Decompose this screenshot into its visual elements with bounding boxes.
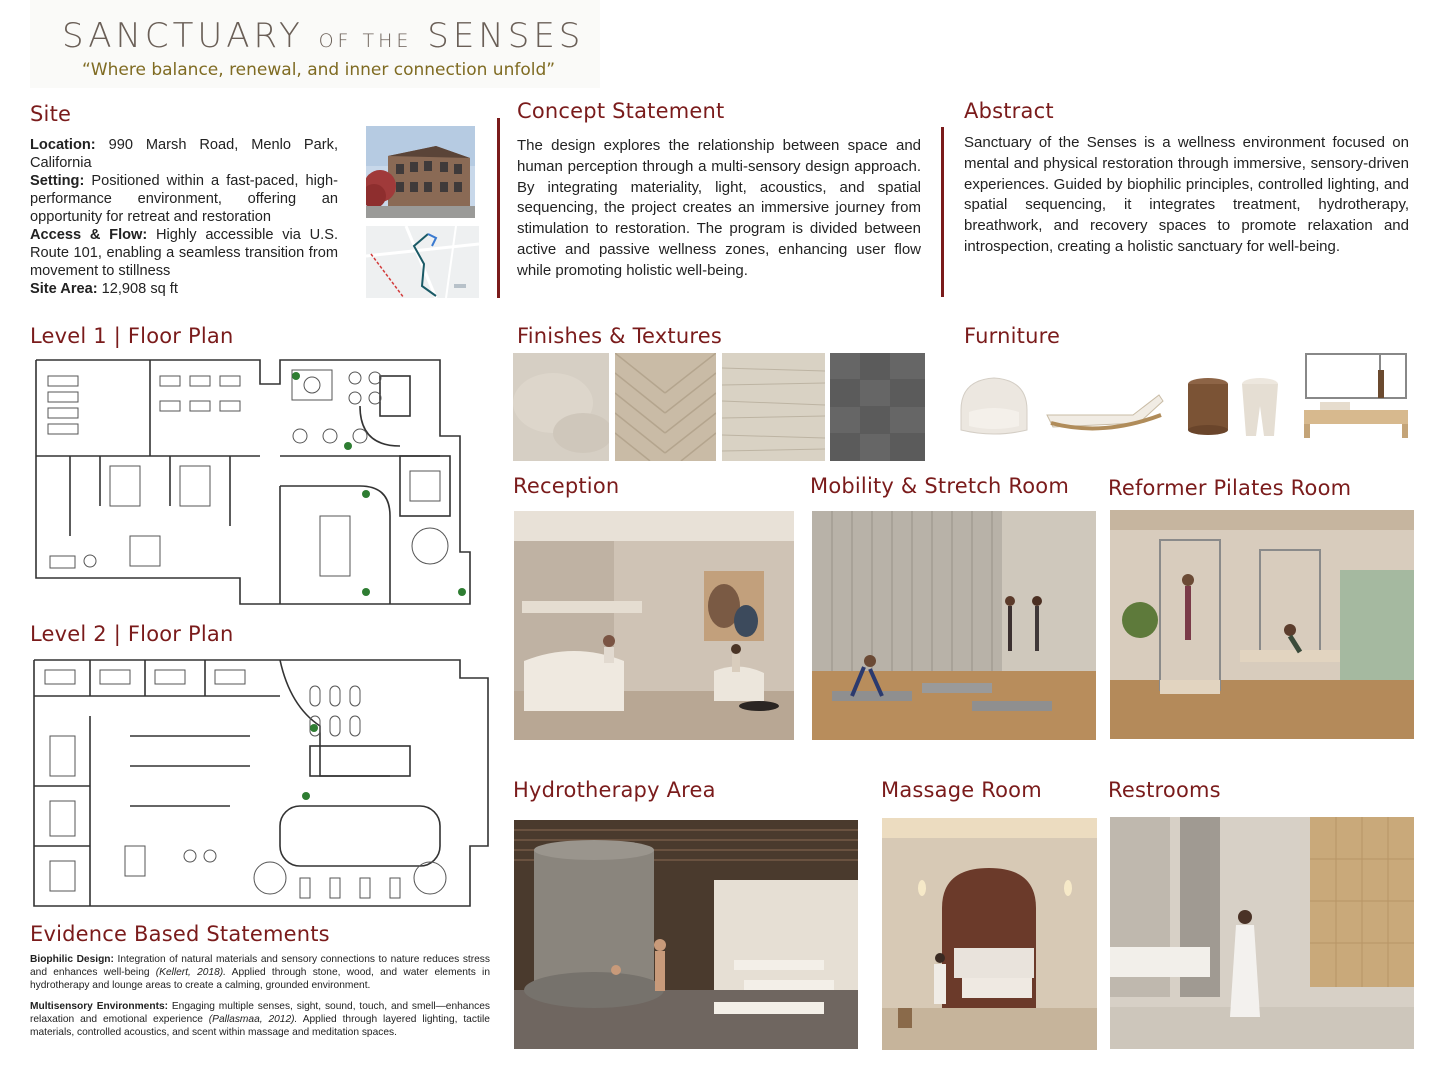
title-block (30, 0, 600, 88)
site-heading: Site (30, 102, 72, 126)
level1-floor-plan (30, 356, 490, 614)
furniture-stool (1238, 376, 1282, 438)
biophilic-text-2: Applied through stone, wood, and water elements in hydrotherapy and lounge areas to create a calming, grounded environment. (30, 967, 490, 991)
pilates-render (1110, 510, 1414, 739)
finishes-heading: Finishes & Textures (517, 324, 722, 348)
level1-heading: Level 1 | Floor Plan (30, 324, 234, 348)
biophilic-citation: (Kellert, 2018). (155, 967, 226, 978)
board-title (62, 16, 584, 56)
reception-render (514, 511, 794, 740)
site-location (30, 136, 338, 172)
hydro-heading: Hydrotherapy Area (513, 778, 716, 802)
furniture-heading: Furniture (964, 324, 1061, 348)
massage-render (882, 818, 1097, 1050)
tagline: “Where balance, renewal, and inner connection unfold” (82, 60, 556, 80)
title-main-2: SENSES (427, 16, 585, 56)
site-details (30, 136, 338, 298)
multisensory-text-2: Applied through layered lighting, tactile materials, controlled acoustics, and scent within massage and meditation spaces. (30, 1014, 490, 1038)
hydro-render (514, 820, 858, 1049)
multisensory-citation: (Pallasmaa, 2012). (208, 1014, 298, 1025)
abstract-heading: Abstract (964, 99, 1054, 123)
finish-swatch-dark-tile (830, 353, 925, 461)
concept-text: The design explores the relationship between space and human perception through a multi-sensory design approach. By integrating materiality, light, acoustics, and spatial sequencing, the project creates an immersive journey from stimulation to restoration. The program is divided between active and passive wellness zones, enhancing user flow while promoting holistic well-being. (517, 137, 921, 279)
evidence-biophilic (30, 953, 490, 992)
restrooms-heading: Restrooms (1108, 778, 1221, 802)
mobility-heading: Mobility & Stretch Room (810, 474, 1070, 498)
level2-floor-plan (30, 656, 490, 914)
evidence-heading: Evidence Based Statements (30, 922, 330, 946)
furniture-chaise (1043, 375, 1167, 435)
title-main-1: SANCTUARY (62, 16, 304, 56)
abstract-text: Sanctuary of the Senses is a wellness environment focused on mental and physical restoration through immersive, sensory-driven experiences. Guided by biophilic principles, controlled lighting, and spatial sequencing, it integrates treatment, hydrotherapy, breathwork, and recovery spaces to promote relaxation and introspection, creating a holistic sanctuary for well-being. (964, 134, 1409, 255)
furniture-lounge-chair (955, 370, 1033, 440)
site-access (30, 226, 338, 280)
access-label: Access & Flow: (30, 227, 148, 243)
concept-heading: Concept Statement (517, 99, 725, 123)
site-photo (366, 126, 475, 218)
abstract-divider (941, 127, 944, 297)
site-setting (30, 172, 338, 226)
evidence-multisensory (30, 1000, 490, 1039)
access-value: Highly accessible via U.S. Route 101, enabling a seamless transition from movement to stillness (30, 227, 338, 279)
title-small: OF THE (318, 30, 413, 52)
level2-heading: Level 2 | Floor Plan (30, 622, 234, 646)
biophilic-text: Integration of natural materials and sensory connections to nature reduces stress and enhances well-being (30, 954, 490, 978)
area-value: 12,908 sq ft (97, 281, 178, 297)
multisensory-label: Multisensory Environments: (30, 1001, 169, 1012)
multisensory-text: Engaging multiple senses, sight, sound, touch, and smell—enhances relaxation and emotional experience (30, 1001, 490, 1025)
site-map (366, 226, 479, 298)
finish-swatch-plaster (513, 353, 609, 461)
location-label: Location: (30, 137, 96, 153)
area-label: Site Area: (30, 281, 98, 297)
finish-swatch-herringbone-wood (615, 353, 716, 461)
site-area (30, 280, 338, 298)
setting-label: Setting: (30, 173, 85, 189)
concept-divider (497, 118, 500, 298)
finish-swatch-travertine (722, 353, 825, 461)
pilates-heading: Reformer Pilates Room (1108, 476, 1352, 500)
reception-heading: Reception (513, 474, 620, 498)
furniture-side-table-woven (1182, 376, 1234, 436)
massage-heading: Massage Room (881, 778, 1042, 802)
furniture-reformer (1300, 350, 1412, 440)
setting-value: Positioned within a fast-paced, high-performance environment, offering an opportunity for retreat and restoration (30, 173, 338, 225)
restrooms-render (1110, 817, 1414, 1049)
location-value: 990 Marsh Road, Menlo Park, California (30, 137, 338, 171)
biophilic-label: Biophilic Design: (30, 954, 114, 965)
mobility-render (812, 511, 1096, 740)
